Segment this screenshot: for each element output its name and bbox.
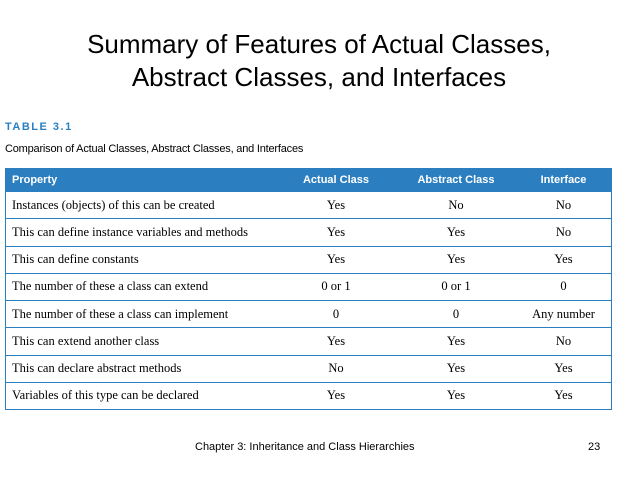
cell-actual-class: 0 or 1: [276, 273, 396, 300]
cell-interface: Yes: [516, 246, 611, 273]
cell-abstract-class: Yes: [396, 246, 516, 273]
cell-property: Variables of this type can be declared: [6, 382, 276, 409]
cell-abstract-class: Yes: [396, 355, 516, 382]
cell-abstract-class: 0: [396, 301, 516, 328]
cell-actual-class: 0: [276, 301, 396, 328]
cell-interface: 0: [516, 273, 611, 300]
cell-interface: Any number: [516, 301, 611, 328]
table-row: [6, 355, 611, 382]
footer-chapter-text: Chapter 3: Inheritance and Class Hierarchies: [195, 441, 415, 453]
cell-property: This can declare abstract methods: [6, 355, 276, 382]
cell-interface: No: [516, 192, 611, 219]
header-property: Property: [6, 169, 276, 192]
comparison-table-container: [5, 168, 612, 410]
cell-interface: Yes: [516, 382, 611, 409]
table-row: [6, 219, 611, 246]
header-interface: Interface: [516, 169, 611, 192]
cell-property: The number of these a class can extend: [6, 273, 276, 300]
table-label: TABLE 3.1: [5, 121, 73, 133]
cell-actual-class: Yes: [276, 219, 396, 246]
slide-title-line-1: Summary of Features of Actual Classes,: [87, 29, 551, 59]
cell-actual-class: Yes: [276, 382, 396, 409]
page-number: 23: [588, 441, 601, 453]
cell-actual-class: Yes: [276, 192, 396, 219]
cell-actual-class: Yes: [276, 328, 396, 355]
slide-title: [0, 28, 638, 94]
cell-abstract-class: Yes: [396, 219, 516, 246]
header-abstract-class: Abstract Class: [396, 169, 516, 192]
cell-actual-class: Yes: [276, 246, 396, 273]
table-row: [6, 382, 611, 409]
table-header-row: [6, 169, 611, 192]
cell-interface: No: [516, 219, 611, 246]
table-row: [6, 192, 611, 219]
cell-interface: No: [516, 328, 611, 355]
cell-interface: Yes: [516, 355, 611, 382]
slide-title-line-2: Abstract Classes, and Interfaces: [131, 62, 507, 92]
table-caption: Comparison of Actual Classes, Abstract Classes, and Interfaces: [5, 143, 304, 155]
cell-property: This can define instance variables and methods: [6, 219, 276, 246]
header-actual-class: Actual Class: [276, 169, 396, 192]
cell-abstract-class: Yes: [396, 328, 516, 355]
cell-actual-class: No: [276, 355, 396, 382]
cell-property: This can define constants: [6, 246, 276, 273]
cell-property: Instances (objects) of this can be created: [6, 192, 276, 219]
cell-abstract-class: 0 or 1: [396, 273, 516, 300]
table-row: [6, 328, 611, 355]
cell-property: This can extend another class: [6, 328, 276, 355]
table-row: [6, 246, 611, 273]
comparison-table: [6, 169, 611, 409]
cell-abstract-class: Yes: [396, 382, 516, 409]
table-row: [6, 273, 611, 300]
table-row: [6, 301, 611, 328]
cell-property: The number of these a class can implement: [6, 301, 276, 328]
cell-abstract-class: No: [396, 192, 516, 219]
